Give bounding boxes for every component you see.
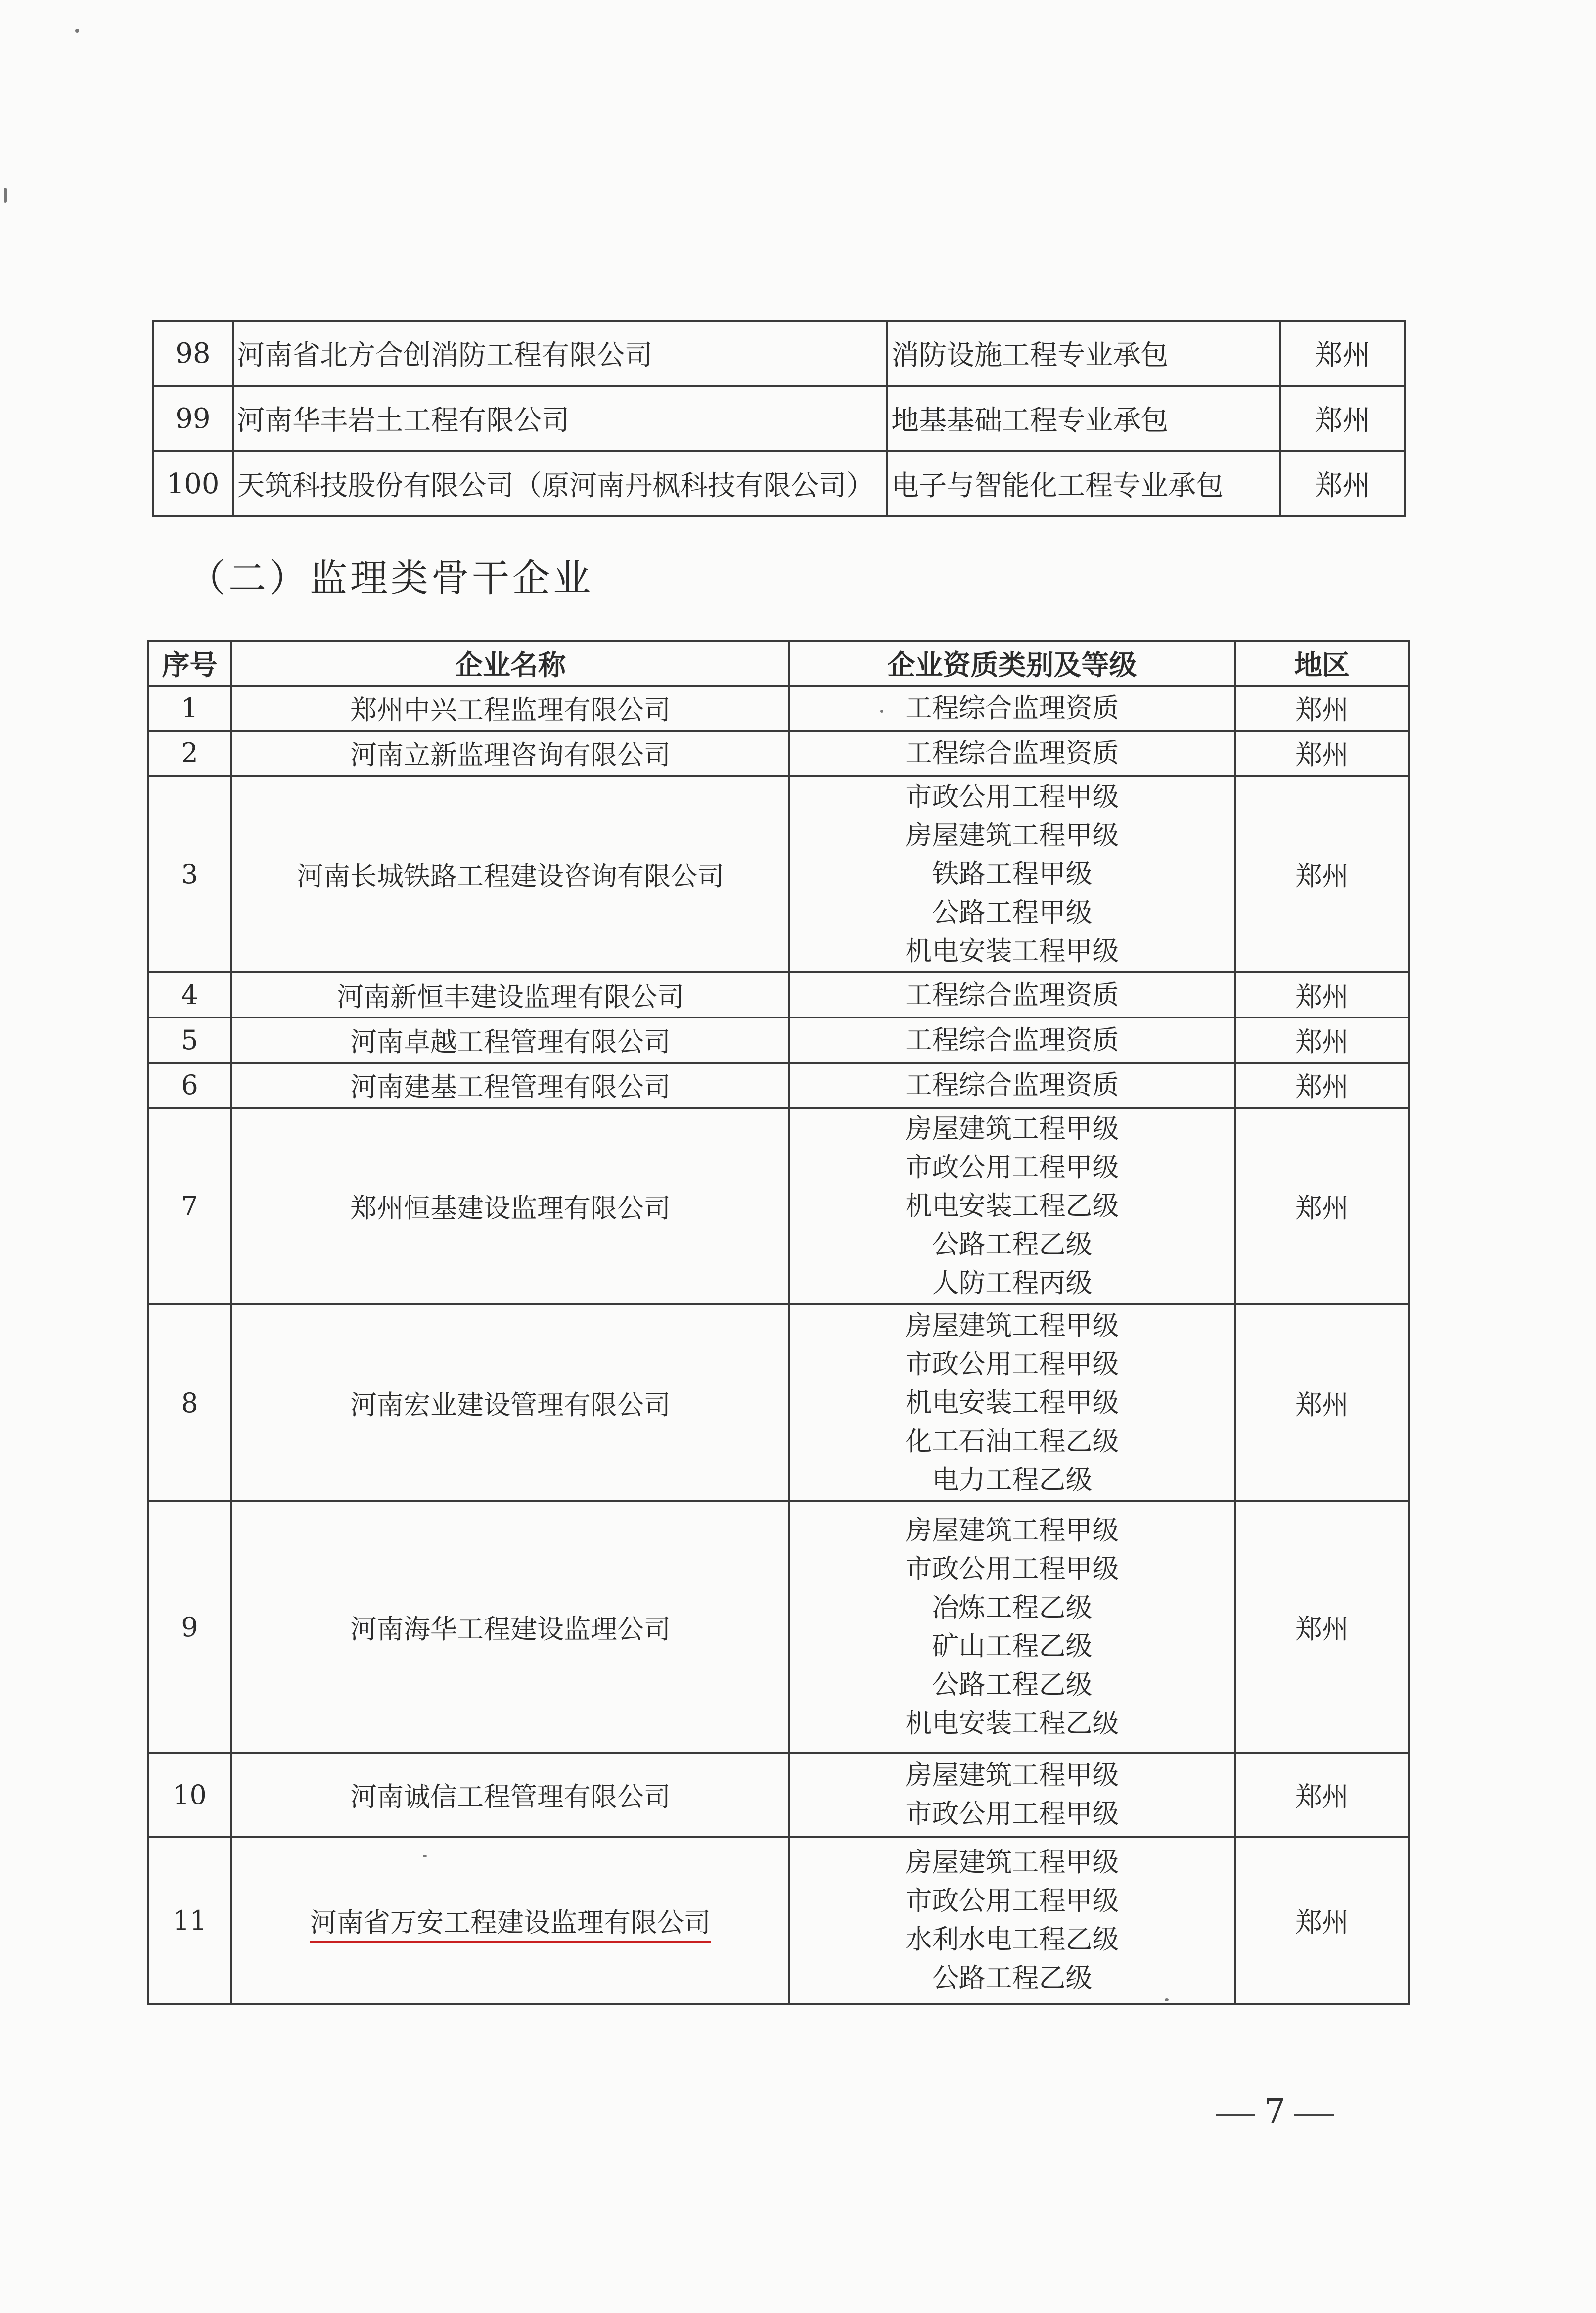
scan-speck	[75, 29, 79, 33]
qualification: 电子与智能化工程专业承包	[887, 451, 1280, 516]
section-heading: （二）监理类骨干企业	[188, 556, 593, 600]
company-name: 郑州中兴工程监理有限公司	[231, 686, 789, 731]
company-name: 河南诚信工程管理有限公司	[231, 1753, 789, 1837]
region: 郑州	[1280, 451, 1405, 516]
qualification-line: 水利水电工程乙级	[905, 1924, 1119, 1955]
qualification-line: 机电安装工程乙级	[905, 1190, 1119, 1221]
qualification-line: 铁路工程甲级	[932, 858, 1093, 889]
scan-speck	[4, 188, 7, 203]
table-header-row	[148, 641, 1409, 686]
company-name: 河南海华工程建设监理公司	[231, 1501, 789, 1753]
qualification-line: 市政公用工程甲级	[905, 1798, 1119, 1829]
qualification-line: 工程综合监理资质	[905, 692, 1119, 724]
region: 郑州	[1235, 1753, 1409, 1837]
qualification-line: 房屋建筑工程甲级	[905, 1847, 1119, 1878]
company-name-cell	[231, 1837, 789, 2004]
row-number: 10	[148, 1753, 231, 1837]
qualification-line: 机电安装工程甲级	[905, 935, 1119, 967]
qualification-line: 市政公用工程甲级	[905, 1152, 1119, 1183]
table-row	[148, 1753, 1409, 1837]
qualification-cell	[789, 1753, 1235, 1837]
table-row	[148, 731, 1409, 776]
qualification-cell	[789, 1108, 1235, 1304]
dash-right	[1294, 2114, 1334, 2116]
qualification-line: 房屋建筑工程甲级	[905, 820, 1119, 851]
table-row	[148, 1018, 1409, 1063]
table-row	[153, 451, 1405, 516]
qualification-line: 化工石油工程乙级	[905, 1426, 1119, 1457]
qualification-cell	[789, 686, 1235, 731]
row-number: 5	[148, 1018, 231, 1063]
company-name: 河南宏业建设管理有限公司	[231, 1304, 789, 1501]
qualification: 地基基础工程专业承包	[887, 386, 1280, 451]
header-no: 序号	[148, 641, 231, 686]
company-name: 河南长城铁路工程建设咨询有限公司	[231, 776, 789, 972]
table-row	[148, 1837, 1409, 2004]
qualification-line: 机电安装工程甲级	[905, 1387, 1119, 1418]
qualification-line: 市政公用工程甲级	[905, 781, 1119, 812]
qualification: 消防设施工程专业承包	[887, 321, 1280, 386]
top-table	[152, 320, 1406, 517]
qualification-line: 房屋建筑工程甲级	[905, 1759, 1119, 1791]
company-name: 河南新恒丰建设监理有限公司	[231, 972, 789, 1018]
row-number: 1	[148, 686, 231, 731]
company-name: 河南省北方合创消防工程有限公司	[233, 321, 887, 386]
header-name: 企业名称	[231, 641, 789, 686]
qualification-line: 房屋建筑工程甲级	[905, 1310, 1119, 1341]
row-number: 4	[148, 972, 231, 1018]
company-name: 河南卓越工程管理有限公司	[231, 1018, 789, 1063]
qualification-line: 市政公用工程甲级	[905, 1885, 1119, 1916]
row-number: 98	[153, 321, 233, 386]
company-name: 郑州恒基建设监理有限公司	[231, 1108, 789, 1304]
table-row	[148, 776, 1409, 972]
row-number: 2	[148, 731, 231, 776]
qualification-line: 房屋建筑工程甲级	[905, 1515, 1119, 1546]
row-number: 6	[148, 1063, 231, 1108]
qualification-line: 公路工程乙级	[932, 1962, 1093, 1993]
row-number: 99	[153, 386, 233, 451]
scan-speck	[1165, 1998, 1169, 2001]
qualification-line: 工程综合监理资质	[905, 1069, 1119, 1101]
region: 郑州	[1235, 686, 1409, 731]
qualification-line: 市政公用工程甲级	[905, 1553, 1119, 1584]
header-region: 地区	[1235, 641, 1409, 686]
highlighted-company-name: 河南省万安工程建设监理有限公司	[310, 1906, 711, 1938]
qualification-line: 电力工程乙级	[932, 1464, 1093, 1495]
scan-speck	[880, 710, 883, 713]
company-name: 天筑科技股份有限公司（原河南丹枫科技有限公司）	[233, 451, 887, 516]
table-row	[148, 1108, 1409, 1304]
qualification-cell	[789, 1501, 1235, 1753]
region: 郑州	[1235, 1304, 1409, 1501]
region: 郑州	[1280, 386, 1405, 451]
company-name: 河南华丰岩土工程有限公司	[233, 386, 887, 451]
region: 郑州	[1235, 731, 1409, 776]
qualification-cell	[789, 1304, 1235, 1501]
qualification-line: 人防工程丙级	[932, 1267, 1093, 1298]
qualification-cell	[789, 1063, 1235, 1108]
region: 郑州	[1235, 1837, 1409, 2004]
table-row	[148, 1501, 1409, 1753]
qualification-line: 工程综合监理资质	[905, 1024, 1119, 1056]
qualification-line: 工程综合监理资质	[905, 979, 1119, 1011]
qualification-cell	[789, 1837, 1235, 2004]
table-row	[148, 1063, 1409, 1108]
table-row	[148, 1304, 1409, 1501]
qualification-line: 房屋建筑工程甲级	[905, 1113, 1119, 1144]
company-name: 河南建基工程管理有限公司	[231, 1063, 789, 1108]
region: 郑州	[1235, 776, 1409, 972]
row-number: 7	[148, 1108, 231, 1304]
region: 郑州	[1280, 321, 1405, 386]
qualification-line: 矿山工程乙级	[932, 1630, 1093, 1662]
page-number-value: 7	[1264, 2092, 1286, 2131]
qualification-cell	[789, 972, 1235, 1018]
row-number: 100	[153, 451, 233, 516]
region: 郑州	[1235, 1018, 1409, 1063]
qualification-line: 公路工程甲级	[932, 897, 1093, 928]
table-row	[148, 686, 1409, 731]
region: 郑州	[1235, 1063, 1409, 1108]
qualification-cell	[789, 776, 1235, 972]
qualification-cell	[789, 1018, 1235, 1063]
header-qualification: 企业资质类别及等级	[789, 641, 1235, 686]
qualification-cell	[789, 731, 1235, 776]
qualification-line: 公路工程乙级	[932, 1229, 1093, 1260]
row-number: 9	[148, 1501, 231, 1753]
row-number: 8	[148, 1304, 231, 1501]
row-number: 3	[148, 776, 231, 972]
table-row	[148, 972, 1409, 1018]
region: 郑州	[1235, 972, 1409, 1018]
region: 郑州	[1235, 1501, 1409, 1753]
page-number	[1207, 2092, 1343, 2131]
qualification-line: 冶炼工程乙级	[932, 1592, 1093, 1623]
region: 郑州	[1235, 1108, 1409, 1304]
row-number: 11	[148, 1837, 231, 2004]
scan-speck	[423, 1855, 427, 1857]
table-row	[153, 386, 1405, 451]
qualification-line: 市政公用工程甲级	[905, 1348, 1119, 1380]
qualification-line: 公路工程乙级	[932, 1669, 1093, 1700]
supervision-companies-table	[147, 640, 1410, 2005]
qualification-line: 机电安装工程乙级	[905, 1708, 1119, 1739]
company-name: 河南立新监理咨询有限公司	[231, 731, 789, 776]
dash-left	[1216, 2114, 1255, 2116]
qualification-line: 工程综合监理资质	[905, 737, 1119, 769]
table-row	[153, 321, 1405, 386]
